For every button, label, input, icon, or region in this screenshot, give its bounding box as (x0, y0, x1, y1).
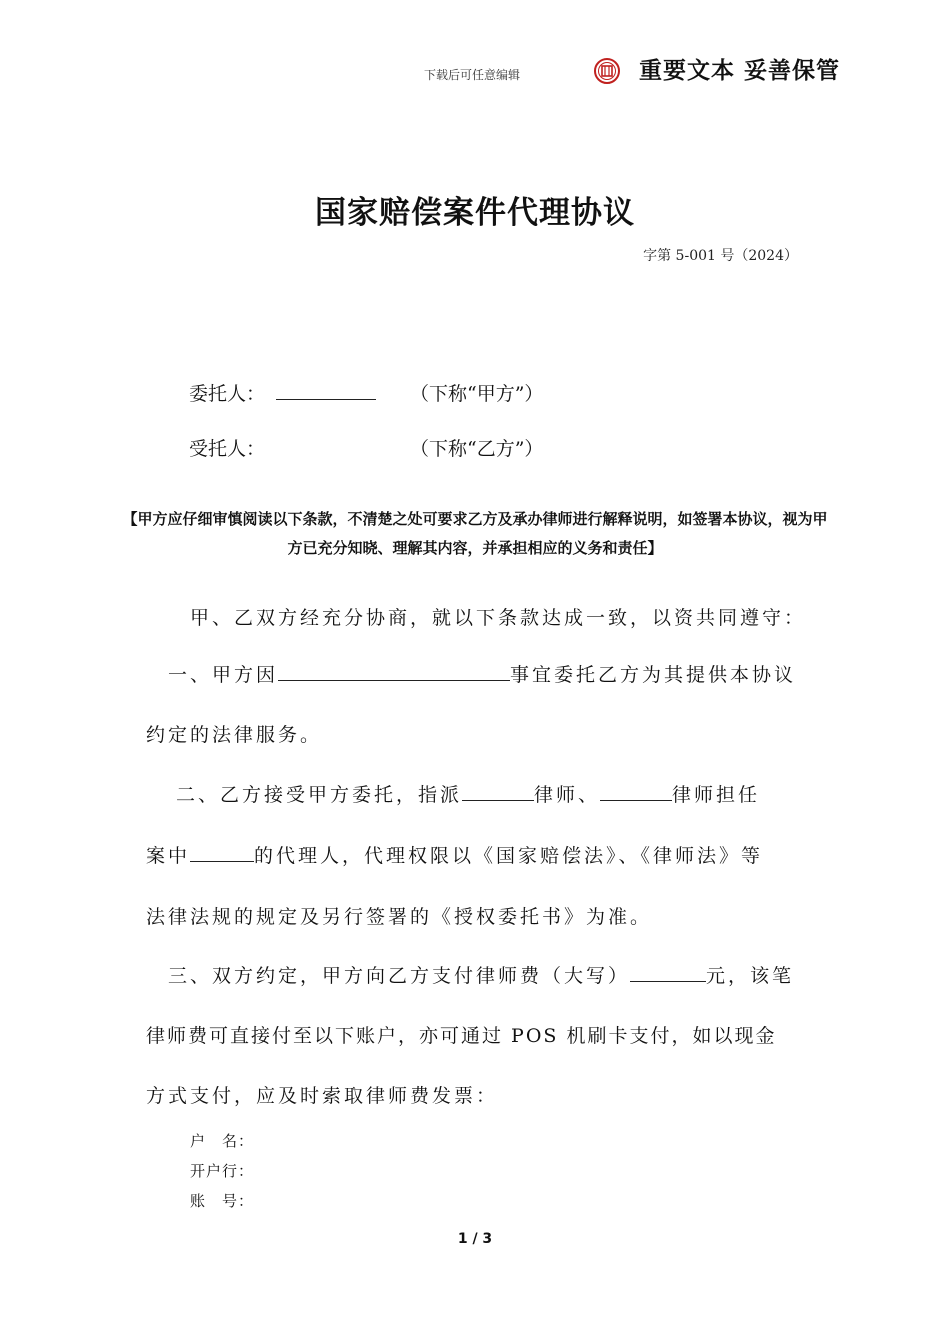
account-number-label: 账 号： (190, 1192, 255, 1210)
principal-alias: （下称“甲方”） (410, 383, 544, 405)
clause-1-line-1 (168, 660, 796, 687)
clause-2-text-a: 二、乙方接受甲方委托，指派 (176, 784, 463, 806)
clause-1-text-a: 一、甲方因 (168, 664, 279, 686)
clause-3-text-b: 元，该笔 (706, 965, 795, 987)
document-number: 字第 5-001 号（2024） (643, 248, 798, 264)
logo-text: 重要文本 妥善保管 (639, 58, 841, 84)
agent-label: 受托人： (189, 438, 266, 460)
clause-2-text-c: 律师担任 (672, 784, 761, 806)
clause-2-text-e: 的代理人，代理权限以《国家赔偿法》、《律师法》等 (254, 845, 764, 867)
seal-icon (594, 58, 620, 84)
fee-blank (630, 963, 706, 982)
clause-1-text-b: 事宜委托乙方为其提供本协议 (510, 664, 797, 686)
clause-1-line-2: 约定的法律服务。 (146, 724, 323, 746)
clause-3-line-3: 方式支付，应及时索取律师费发票： (146, 1085, 499, 1107)
clause-3-line-1 (168, 961, 794, 988)
agent-alias: （下称“乙方”） (410, 438, 544, 460)
lawyer-2-blank (600, 782, 672, 801)
clause-3-text-a: 三、双方约定，甲方向乙方支付律师费（大写） (168, 965, 631, 987)
clause-2-text-d: 案中 (146, 845, 191, 867)
principal-label: 委托人： (189, 383, 266, 405)
role-blank (190, 843, 254, 862)
notice-text: 【甲方应仔细审慎阅读以下条款，不清楚之处可要求乙方及承办律师进行解释说明，如签署本协议，视为甲方已充分知晓、理解其内容，并承担相应的义务和责任】 (122, 510, 828, 557)
clause-2-text-b: 律师、 (534, 784, 601, 806)
account-name-label: 户 名： (190, 1132, 255, 1150)
download-note: 下载后可任意编辑 (424, 68, 521, 82)
account-bank-label: 开户行： (190, 1162, 255, 1180)
intro-line: 甲、乙双方经充分协商，就以下条款达成一致，以资共同遵守： (190, 607, 807, 629)
lawyer-1-blank (462, 782, 534, 801)
clause-2-line-2 (146, 841, 763, 868)
principal-blank (276, 399, 376, 400)
matter-blank (278, 662, 510, 681)
clause-2-line-3: 法律法规的规定及另行签署的《授权委托书》为准。 (146, 906, 653, 928)
clause-2-line-1 (176, 780, 760, 807)
clause-3-line-2: 律师费可直接付至以下账户，亦可通过 POS 机刷卡支付，如以现金 (146, 1025, 777, 1047)
document-title: 国家赔偿案件代理协议 (315, 195, 635, 231)
page-number: 1 / 3 (457, 1231, 493, 1247)
